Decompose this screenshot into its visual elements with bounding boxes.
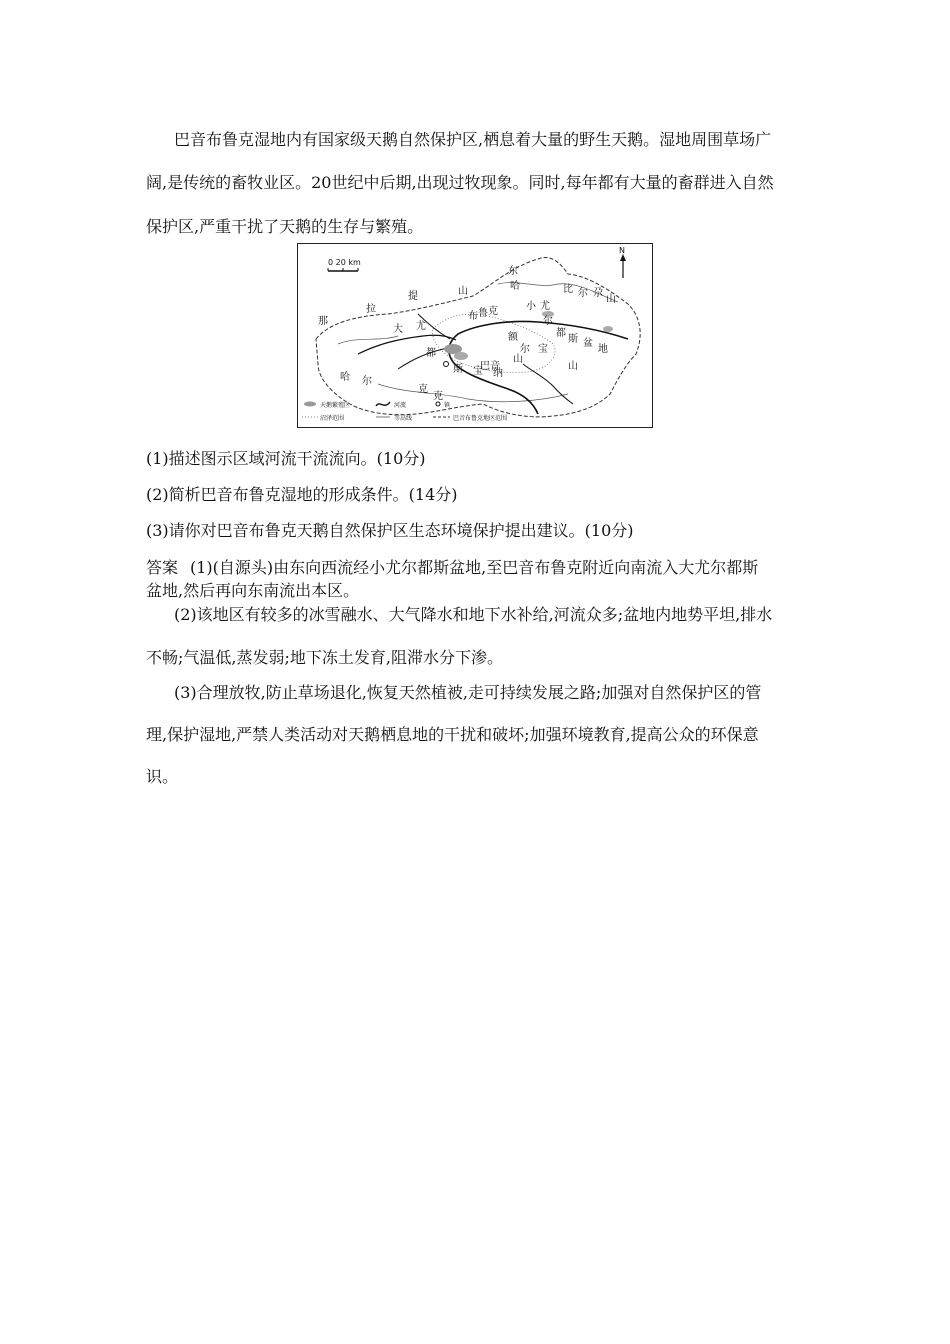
legend-swan-swatch (304, 402, 316, 407)
svg-text:那: 那 (318, 316, 328, 327)
map-legend (302, 401, 507, 422)
svg-text:拉: 拉 (366, 304, 376, 315)
svg-text:哈: 哈 (510, 281, 520, 292)
svg-text:大: 大 (393, 324, 403, 335)
svg-text:哈: 哈 (340, 372, 350, 383)
legend-swan: 天鹅繁殖区 (320, 402, 351, 409)
svg-text:都: 都 (556, 328, 566, 339)
legend-river: 河流 (394, 402, 407, 409)
legend-river-swatch (376, 402, 390, 406)
intro-line-3: 保护区,严重干扰了天鹅的生存与繁殖。 (146, 217, 424, 236)
svg-text:东: 东 (508, 266, 518, 277)
answer-1-line-1: (1)(自源头)由东向西流经小尤尔都斯盆地,至巴音布鲁克附近向南流入大尤尔都斯 (190, 558, 759, 577)
answer-3-line-2: 理,保护湿地,严禁人类活动对天鹅栖息地的干扰和破坏;加强环境教育,提高公众的环保意 (146, 725, 759, 744)
answer-3-line-3: 识。 (146, 767, 179, 786)
answer-1-line-2: 盆地,然后再向东南流出本区。 (146, 581, 360, 600)
answer-3-line-1: (3)合理放牧,防止草场退化,恢复天然植被,走可持续发展之路;加强对自然保护区的管 (174, 683, 762, 702)
svg-text:尔: 尔 (362, 376, 372, 387)
north-label: N (619, 246, 625, 255)
legend-town: 镇 (444, 402, 451, 409)
svg-text:尤: 尤 (540, 301, 550, 312)
svg-text:山: 山 (513, 354, 523, 365)
river (358, 335, 456, 354)
svg-text:斯: 斯 (453, 364, 463, 375)
svg-text:尤: 尤 (416, 321, 426, 332)
svg-text:都: 都 (426, 348, 436, 359)
svg-text:山: 山 (568, 361, 578, 372)
svg-text:尔: 尔 (520, 344, 530, 355)
svg-text:宝: 宝 (473, 366, 483, 377)
town-marker (444, 362, 449, 367)
intro-line-1: 巴音布鲁克湿地内有国家级天鹅自然保护区,栖息着大量的野生天鹅。湿地周围草场广 (174, 130, 772, 149)
river (398, 348, 448, 369)
swan-breeding-area (454, 352, 468, 360)
question-2: (2)简析巴音布鲁克湿地的形成条件。(14分) (146, 485, 458, 504)
svg-text:山: 山 (458, 286, 468, 297)
svg-text:克: 克 (488, 306, 498, 317)
svg-text:纳: 纳 (493, 368, 503, 379)
svg-text:额: 额 (508, 332, 518, 343)
svg-text:小: 小 (526, 301, 536, 312)
svg-text:盆: 盆 (583, 338, 593, 349)
place-labels (318, 264, 616, 402)
svg-text:尔: 尔 (543, 316, 553, 327)
answer-2-line-2: 不畅;气温低,蒸发弱;地下冻土发育,阻滞水分下渗。 (146, 648, 503, 667)
scale-label: 0 20 km (328, 258, 361, 267)
legend-marsh: 沼泽范围 (320, 415, 345, 422)
legend-town-swatch (436, 402, 440, 406)
svg-text:巴: 巴 (480, 361, 490, 372)
svg-text:提: 提 (408, 291, 418, 302)
svg-text:克: 克 (433, 391, 443, 402)
svg-text:鲁: 鲁 (478, 308, 488, 319)
answer-label: 答案 (146, 558, 179, 577)
svg-text:尕: 尕 (593, 288, 603, 299)
question-3: (3)请你对巴音布鲁克天鹅自然保护区生态环境保护提出建议。(10分) (146, 521, 634, 540)
answer-2-line-1: (2)该地区有较多的冰雪融水、大气降水和地下水补给,河流众多;盆地内地势平坦,排水 (174, 605, 773, 624)
legend-contour: 等高线 (394, 415, 413, 422)
swan-breeding-area (603, 326, 613, 332)
question-1: (1)描述图示区域河流干流流向。(10分) (146, 449, 426, 468)
svg-text:地: 地 (598, 344, 608, 355)
legend-boundary: 巴音布鲁克地区范围 (453, 415, 508, 422)
map-svg (298, 244, 652, 427)
svg-text:宝: 宝 (538, 344, 548, 355)
bayanbulak-map (297, 243, 653, 428)
svg-text:音: 音 (490, 361, 500, 372)
intro-line-2: 阔,是传统的畜牧业区。20世纪中后期,出现过牧现象。同时,每年都有大量的畜群进入自然 (146, 173, 774, 192)
svg-text:克: 克 (418, 384, 428, 395)
svg-text:布: 布 (468, 311, 478, 322)
svg-text:山: 山 (606, 294, 616, 305)
contour-line (378, 384, 568, 402)
svg-text:斯: 斯 (568, 334, 578, 345)
svg-text:尔: 尔 (578, 288, 588, 299)
svg-text:比: 比 (563, 284, 573, 295)
